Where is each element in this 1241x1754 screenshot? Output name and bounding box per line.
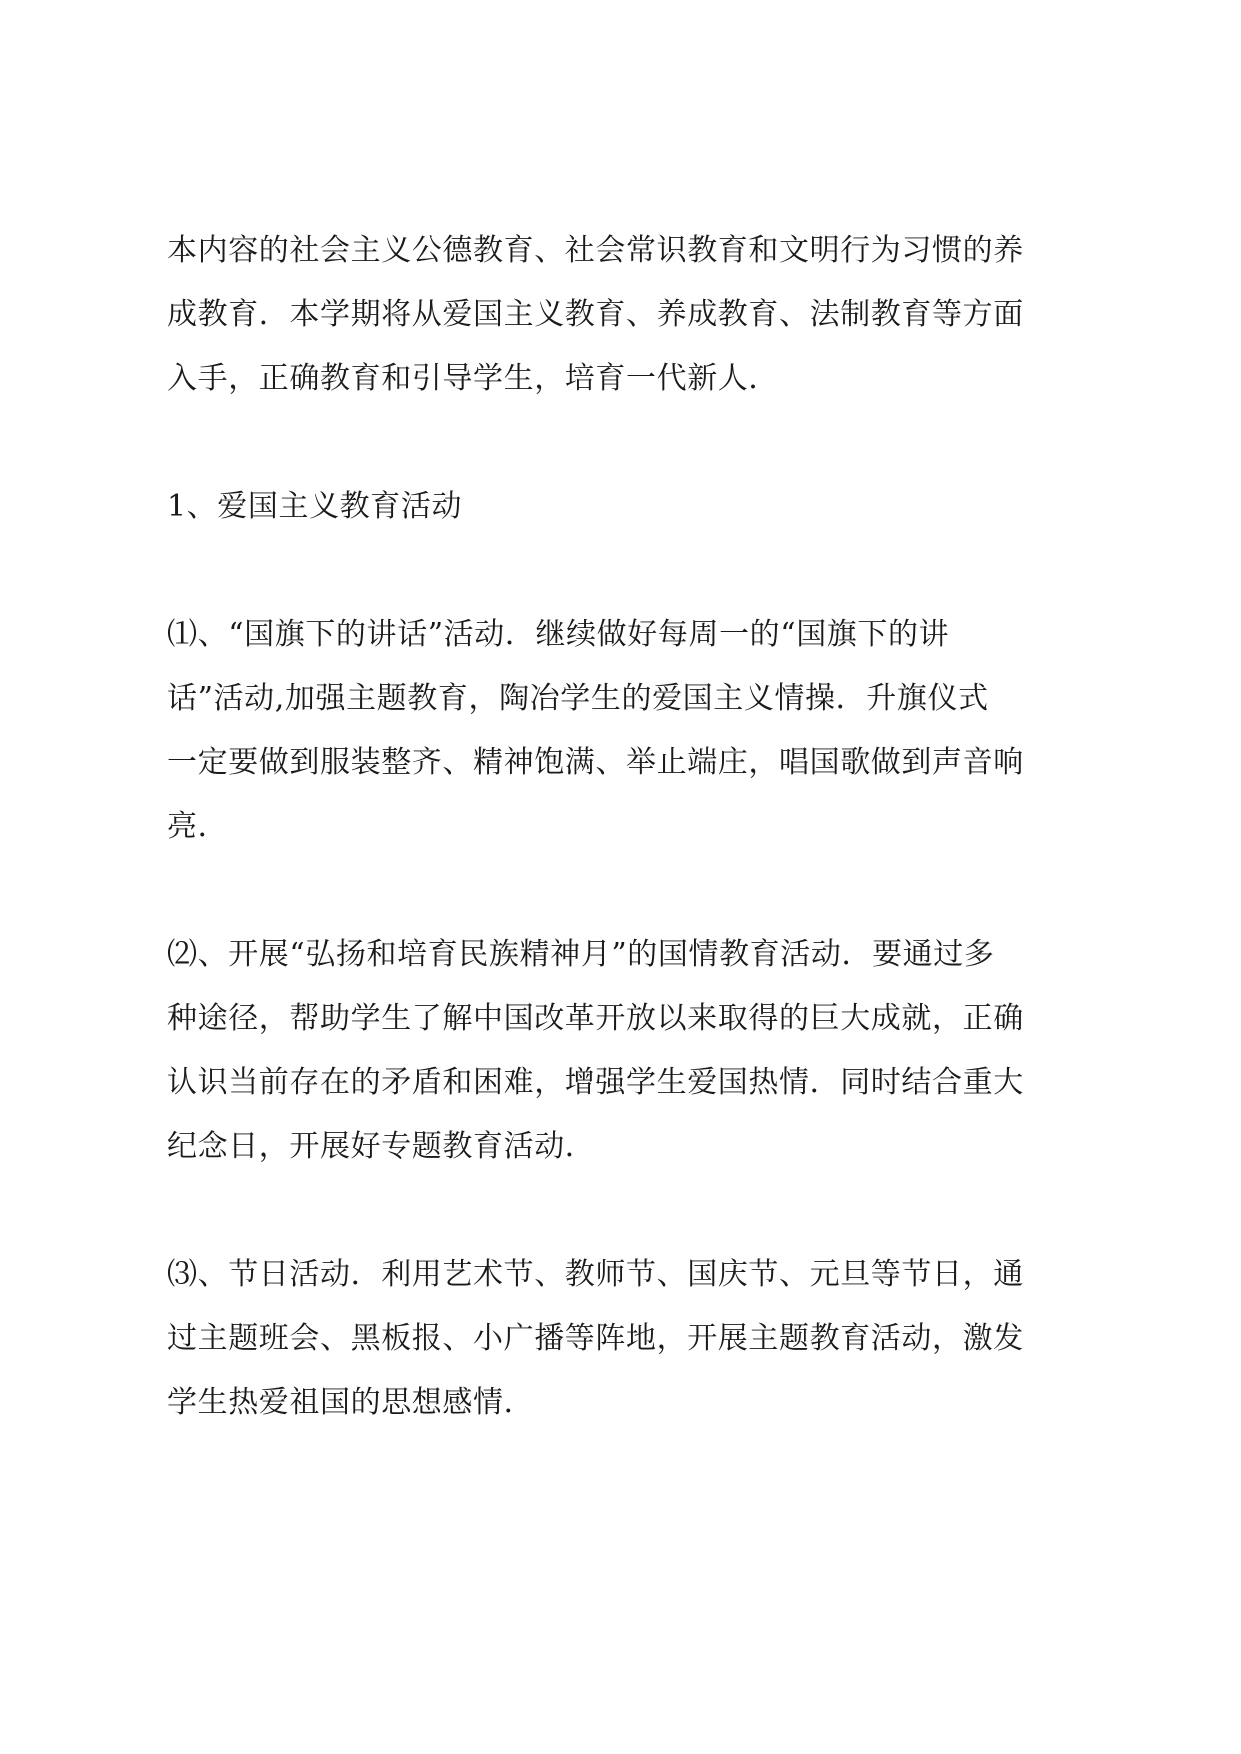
item-3-line-2: 过主题班会、黑板报、小广播等阵地，开展主题教育活动，激发	[167, 1321, 1024, 1356]
paragraph-1-line-1: 本内容的社会主义公德教育、社会常识教育和文明行为习惯的养	[167, 233, 1024, 268]
item-1-line-4: 亮．	[167, 809, 229, 844]
paragraph-1-line-2: 成教育．本学期将从爱国主义教育、养成教育、法制教育等方面	[167, 297, 1024, 332]
item-2-line-4: 纪念日，开展好专题教育活动．	[167, 1129, 596, 1164]
item-1-line-3: 一定要做到服装整齐、精神饱满、举止端庄，唱国歌做到声音响	[167, 745, 1024, 780]
item-2-line-3: 认识当前存在的矛盾和困难，增强学生爱国热情．同时结合重大	[167, 1065, 1024, 1100]
item-3-line-1: ⑶、节日活动．利用艺术节、教师节、国庆节、元旦等节日，通	[167, 1257, 1024, 1292]
item-1-line-1: ⑴、“国旗下的讲话”活动．继续做好每周一的“国旗下的讲	[167, 617, 950, 652]
item-2-line-1: ⑵、开展“弘扬和培育民族精神月”的国情教育活动．要通过多	[167, 937, 995, 972]
item-2-line-2: 种途径，帮助学生了解中国改革开放以来取得的巨大成就，正确	[167, 1001, 1024, 1036]
section-heading: 1、爱国主义教育活动	[167, 489, 463, 524]
item-3-line-3: 学生热爱祖国的思想感情．	[167, 1385, 535, 1420]
paragraph-1-line-3: 入手，正确教育和引导学生，培育一代新人．	[167, 361, 779, 396]
item-1-line-2: 话”活动,加强主题教育，陶冶学生的爱国主义情操．升旗仪式	[167, 681, 989, 716]
